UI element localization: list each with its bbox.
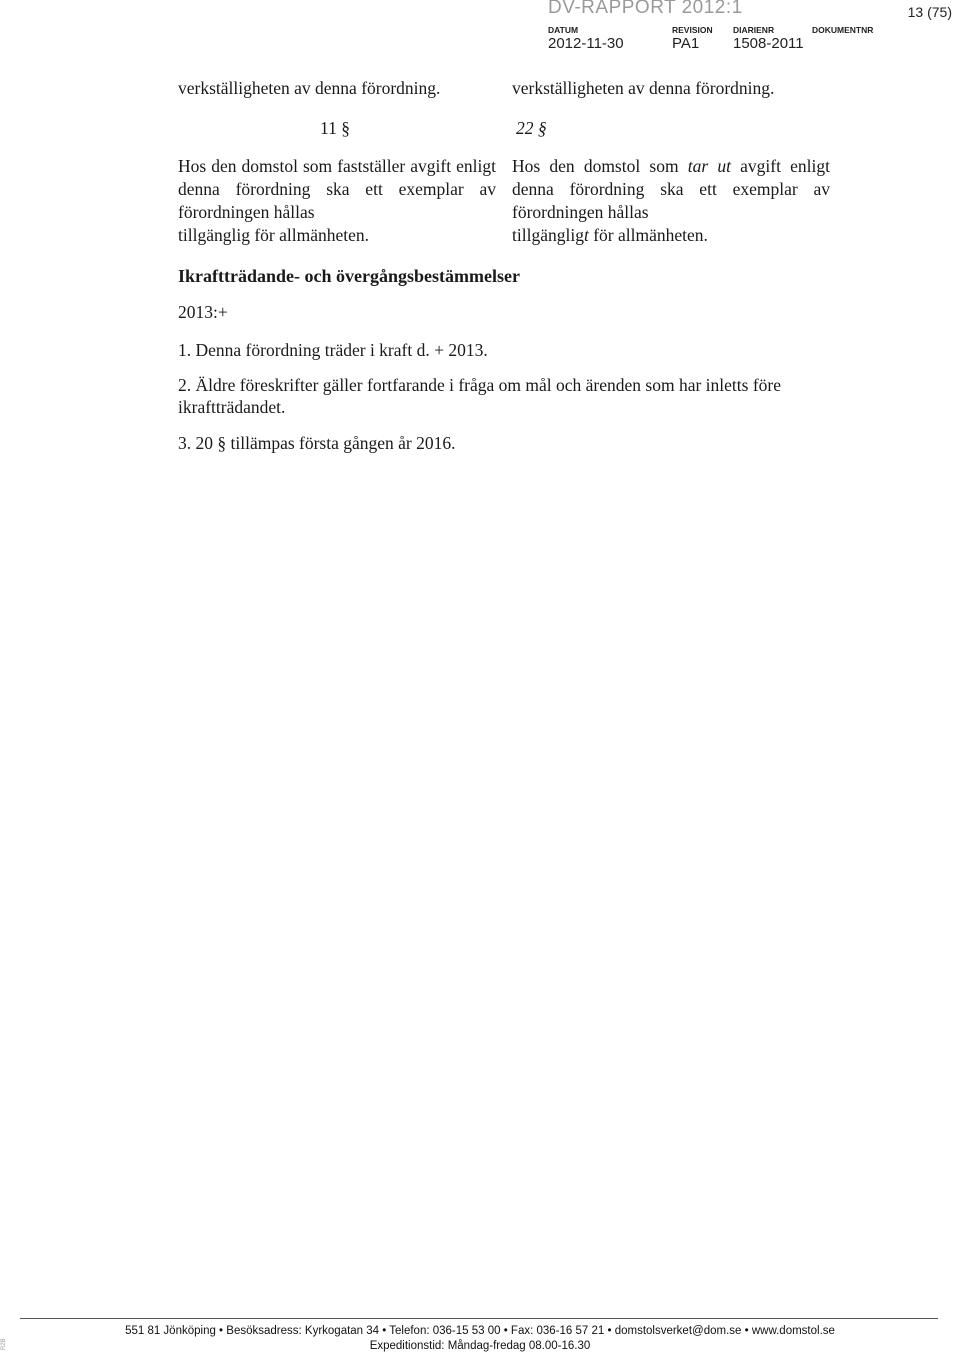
right-paragraph-body bbox=[512, 155, 830, 224]
transitional-item-1: 1. Denna förordning träder i kraft d. + 2013. bbox=[178, 340, 488, 360]
footer-hours-line: Expeditionstid: Måndag-fredag 08.00-16.30 bbox=[369, 1340, 591, 1352]
datum-label: DATUM bbox=[548, 25, 579, 35]
footer-contact-line: 551 81 Jönköping • Besöksadress: Kyrkogatan 34 • Telefon: 036-15 53 00 • Fax: 036-16 57 21 • domstolsverket@dom.se • www.domstol.se bbox=[125, 1325, 835, 1337]
right-paragraph-last-line bbox=[512, 224, 830, 247]
right-section-number: 22 § bbox=[516, 118, 547, 138]
document-title: DV-RAPPORT 2012:1 bbox=[548, 0, 743, 18]
diarienr-label: DIARIENR bbox=[733, 25, 775, 35]
side-mark: R2B bbox=[1, 1338, 7, 1350]
left-paragraph-body: Hos den domstol som fastställer avgift enligt denna förordning ska ett exemplar av förordningen hållas bbox=[178, 156, 496, 222]
dokumentnr-label: DOKUMENTNR bbox=[812, 25, 874, 35]
right-paragraph bbox=[512, 155, 830, 247]
page-number: 13 (75) bbox=[907, 4, 952, 20]
right-last-italic: t bbox=[583, 225, 589, 245]
left-paragraph-last-line: tillgänglig för allmänheten. bbox=[178, 225, 369, 245]
right-text-a: Hos den domstol som bbox=[512, 156, 688, 176]
right-text-italic: tar ut bbox=[687, 156, 731, 176]
transitional-item-3: 3. 20 § tillämpas första gången år 2016. bbox=[178, 433, 456, 453]
right-last-a: tillgänglig bbox=[512, 225, 584, 245]
left-top-line: verkställigheten av denna förordning. bbox=[178, 78, 441, 98]
right-last-b: för allmänheten. bbox=[588, 225, 708, 245]
footer-divider bbox=[20, 1318, 938, 1319]
left-paragraph bbox=[178, 155, 496, 247]
revision-value: PA1 bbox=[672, 35, 700, 52]
transitional-heading: Ikraftträdande- och övergångsbestämmelser bbox=[178, 266, 520, 286]
left-section-number: 11 § bbox=[320, 118, 350, 138]
transitional-subheading: 2013:+ bbox=[178, 302, 228, 322]
datum-value: 2012-11-30 bbox=[548, 35, 624, 52]
diarienr-value: 1508-2011 bbox=[733, 35, 804, 52]
revision-label: REVISION bbox=[672, 25, 713, 35]
right-text-b: avgift enligt denna förordning ska ett exemplar av förordningen hållas bbox=[512, 156, 830, 222]
right-top-line: verkställigheten av denna förordning. bbox=[512, 78, 775, 98]
transitional-item-2: 2. Äldre föreskrifter gäller fortfarande i fråga om mål och ärenden som har inletts före ikraftträdandet. bbox=[178, 375, 782, 417]
